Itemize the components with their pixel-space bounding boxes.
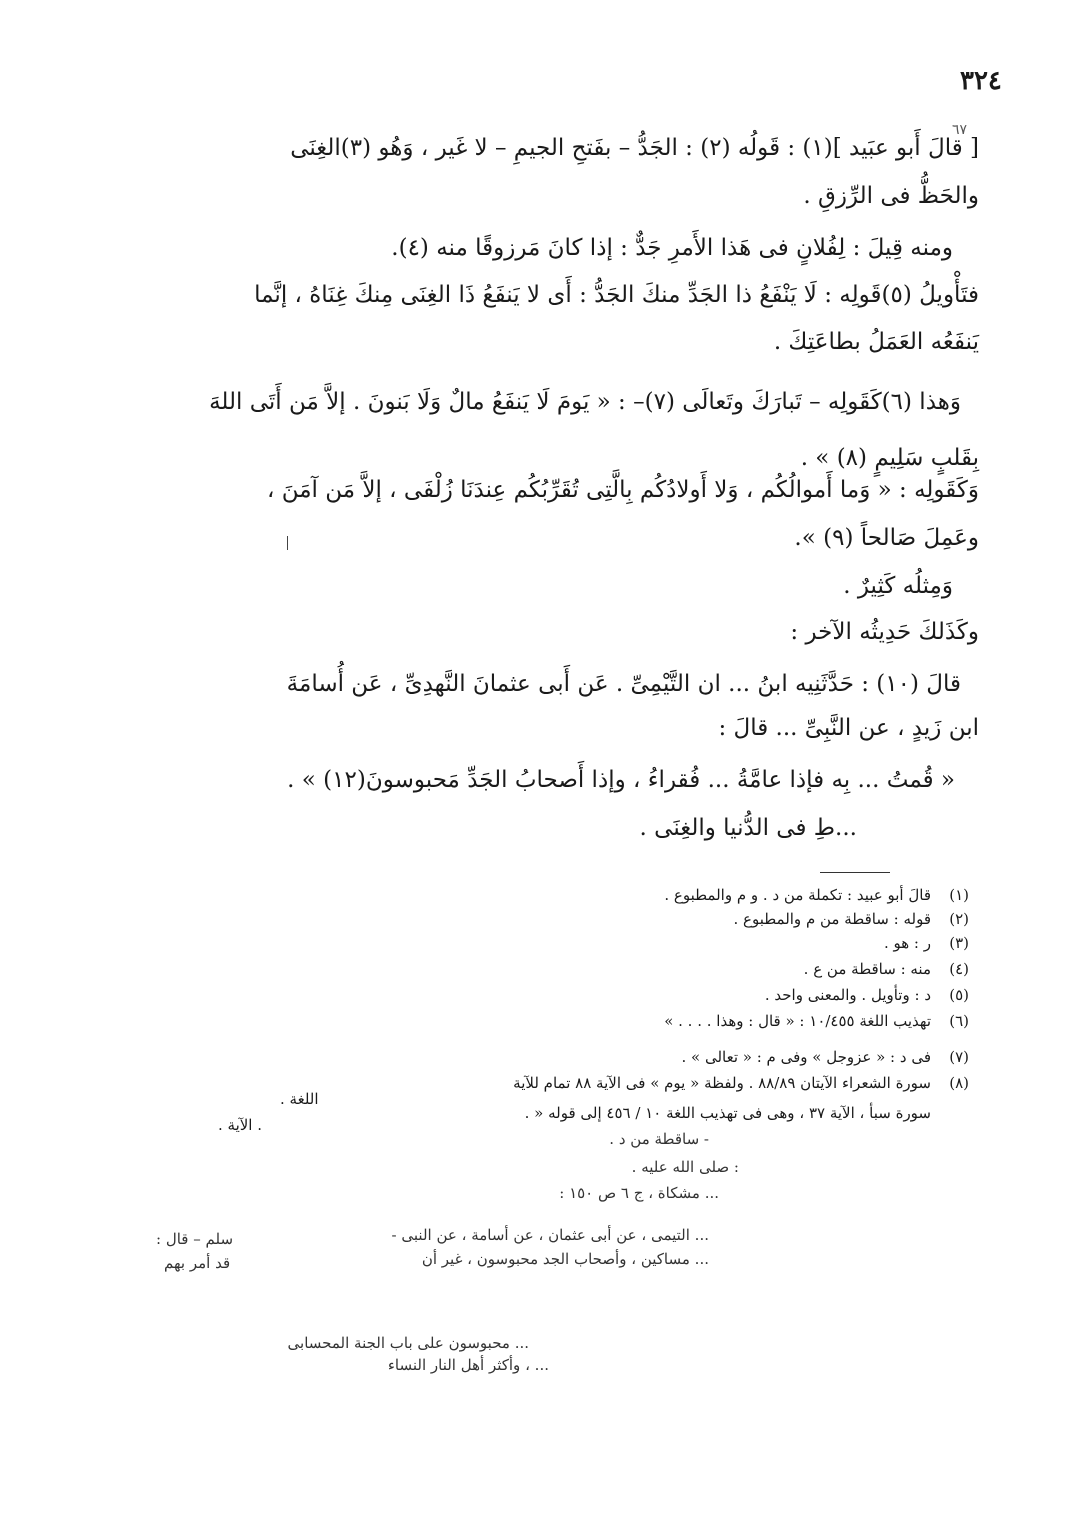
footnote-6: (٦)تهذيب اللغة ١٠/٤٥٥ : « قال : وهذا . . . . »: [664, 1012, 969, 1030]
footnote-9-continuation: . الآية .: [218, 1116, 263, 1134]
footnote-14-continuation: قد أمر بهم: [164, 1254, 231, 1272]
page-number: ٣٢٤: [960, 66, 1002, 96]
footnote-2: (٢)قوله : ساقطة من م والمطبوع .: [733, 910, 969, 928]
footnote-15: ... محبوسون على باب الجنة المحسابى: [287, 1334, 529, 1352]
footnote-5: (٥)د : وتأويل . والمعنى واحد .: [764, 986, 969, 1004]
footnote-separator: [820, 872, 890, 873]
footnote-10: - ساقطة من د .: [609, 1130, 709, 1148]
body-line-14: « قُمتُ ... بِه فإذا عامَّةُ ... فُقراءُ ، وإذا أَصحابُ الجَدِّ مَحبوسونَ(١٢) » .: [287, 767, 955, 793]
body-line-5: يَنفَعُه العَمَلُ بطاعَتِكَ .: [773, 329, 979, 355]
footnote-12: ... مشكاة ، ج ٦ ص ١٥٠ :: [559, 1184, 719, 1202]
footnote-13: ... التيمى ، عن أبى عثمان ، عن أسامة ، عن النبى -: [391, 1226, 709, 1244]
stray-mark: [287, 536, 288, 550]
body-line-7: بِقَلبٍ سَلِيمٍ (٨) » .: [800, 445, 979, 471]
body-line-4: فتَأْويلُ (٥)قَولِه : لَا يَنْفَعُ ذا الجَدِّ منكَ الجَدُّ : أَى لا يَنفَعُ ذَا الغِنَى مِنكَ غِنَاهُ ، إنَّما: [254, 282, 979, 308]
body-line-9: وعَمِلَ صَالحاً (٩) ».: [794, 525, 979, 551]
body-line-2: والحَظُّ فى الرِّزقِ .: [803, 183, 979, 209]
footnote-11: : صلى الله عليه .: [631, 1158, 739, 1176]
footnote-3: (٣)ر : هو .: [883, 934, 969, 952]
margin-mark: ٦٧: [952, 122, 968, 138]
body-line-15: ...طِ فى الدُّنيا والغِنَى .: [639, 815, 857, 841]
footnote-4: (٤)منه : ساقطة من ع .: [803, 960, 969, 978]
body-line-11: وكَذَلكَ حَدِيثُه الآخر :: [790, 619, 979, 645]
body-line-12: قالَ (١٠) : حَدَّثَنِيه ابنُ ... ان التَّيْمِىِّ . عَن أَبى عثمانَ النَّهدِىِّ ، عَن أُسامَةَ: [286, 671, 961, 697]
footnote-8: (٨)سورة الشعراء الآيتان ٨٨/٨٩ . ولفظة « يوم » فى الآية ٨٨ تمام للآية: [513, 1074, 969, 1092]
body-line-8: وَكَقَولِه : « وَما أَموالُكُم ، وَلا أَولادُكُم بِالَّتِى تُقَرِّبُكُم عِندَنَا زُلْفَى ، إلاَّ مَن آمَنَ ،: [266, 477, 979, 503]
footnote-9: سورة سبأ ، الآية ٣٧ ، وهى فى تهذيب اللغة ١٠ / ٤٥٦ إلى قوله « .: [524, 1104, 931, 1122]
footnote-16: ... ، وأكثر أهل النار النساء: [387, 1356, 549, 1374]
body-line-1: [ قالَ أَبو عبَيد ](١) : قَولُه (٢) : الجَدُّ – بفَتحِ الجيمِ – لا غَير ، وَهُو (٣)الغِنَى: [290, 135, 979, 161]
footnote-7: (٧)فى د : « عزوجل » وفى م : « تعالى » .: [681, 1048, 969, 1066]
footnote-8-continuation: اللغة .: [280, 1090, 319, 1108]
body-line-3: ومنه قِيلَ : لِفُلانٍ فى هَذا الأَمرِ جَدٌّ : إذا كانَ مَرزوقًا منه (٤).: [391, 235, 953, 261]
footnote-14: ... مساكين ، وأصحاب الجد محبوسون ، غير أن: [421, 1250, 709, 1268]
footnote-13-continuation: سلم – قال :: [156, 1230, 234, 1248]
body-line-13: ابن زَيدٍ ، عن النَّبِىِّ ... قالَ :: [718, 715, 979, 741]
footnote-1: (١)قالَ أبو عبيد : تكملة من د . و م والمطبوع .: [664, 886, 969, 904]
body-line-6: وَهذا (٦)كَقَولِه – تَبارَكَ وتَعالَى (٧)– : « يَومَ لَا يَنفَعُ مالٌ وَلَا بَنونَ . إلاَّ مَن أَتَى اللهَ: [209, 389, 961, 415]
body-line-10: وَمِثلُه كَثِيرٌ .: [843, 573, 953, 599]
